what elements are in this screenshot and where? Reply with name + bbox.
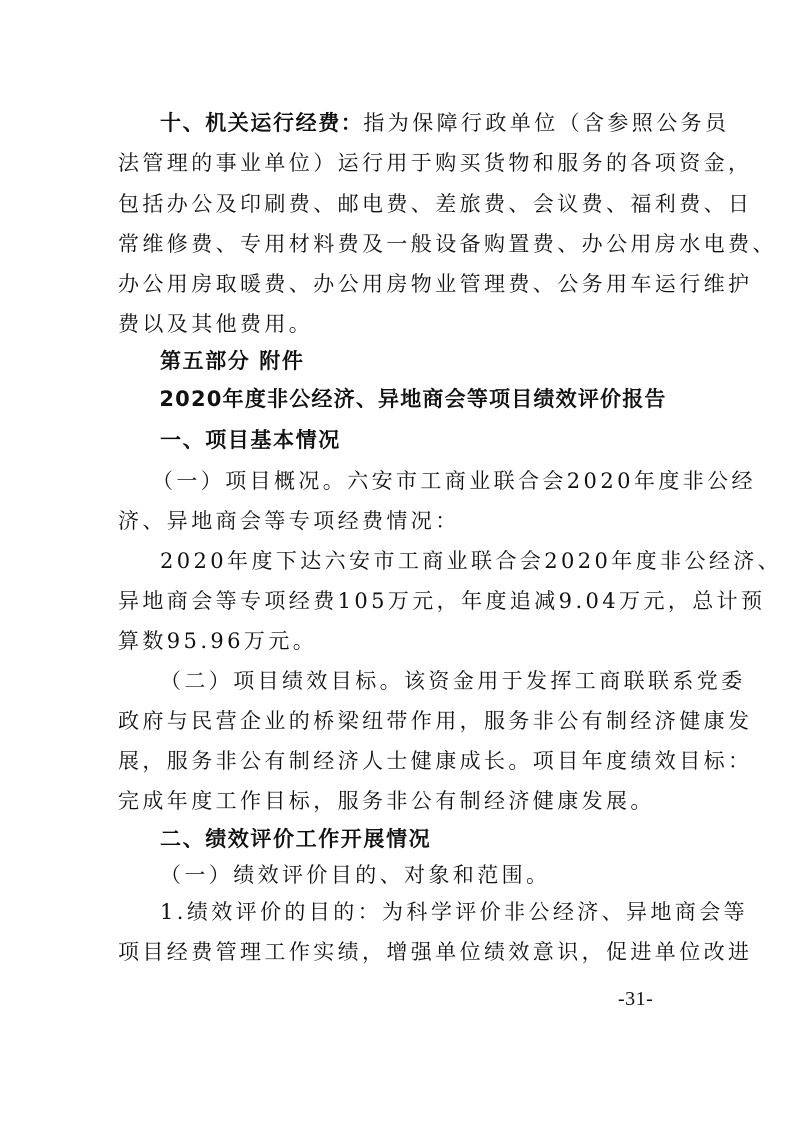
- goal-line-1: （二）项目绩效目标。该资金用于发挥工商联联系党委: [160, 669, 746, 693]
- overview-line-1: （一）项目概况。六安市工商业联合会2020年度非公经: [152, 469, 756, 493]
- section-ten-line-2: 法管理的事业单位）运行用于购买货物和服务的各项资金，: [118, 151, 753, 175]
- funding-line-2: 异地商会等专项经费105万元，年度追减9.04万元，总计预: [118, 589, 766, 613]
- section-ten-line-5: 办公用房取暖费、办公用房物业管理费、公务用车运行维护: [118, 272, 753, 296]
- purpose-line-2: 项目经费管理工作实绩，增强单位绩效意识，促进单位改进: [118, 940, 753, 964]
- purpose-line-1: 1.绩效评价的目的：为科学评价非公经济、异地商会等: [160, 900, 749, 924]
- section-one-heading: 一、项目基本情况: [160, 428, 341, 452]
- report-title: 2020年度非公经济、异地商会等项目绩效评价报告: [159, 387, 667, 411]
- goal-line-3: 展，服务非公有制经济人士健康成长。项目年度绩效目标：: [118, 749, 753, 773]
- section-two-subheading: （一）绩效评价目的、对象和范围。: [160, 863, 551, 887]
- section-two-heading: 二、绩效评价工作开展情况: [160, 827, 432, 851]
- funding-line-1: 2020年度下达六安市工商业联合会2020年度非公经济、: [160, 549, 783, 573]
- section-ten-line-3: 包括办公及印刷费、邮电费、差旅费、会议费、福利费、日: [118, 192, 753, 216]
- goal-line-2: 政府与民营企业的桥梁纽带作用，服务非公有制经济健康发: [118, 709, 753, 733]
- section-ten-text-1: 指为保障行政单位（含参照公务员: [363, 111, 730, 135]
- section-ten-line-1: [160, 105, 729, 141]
- goal-line-4: 完成年度工作目标，服务非公有制经济健康发展。: [118, 789, 655, 813]
- section-ten-label: 十、机关运行经费：: [160, 111, 364, 135]
- section-ten-line-6: 费以及其他费用。: [118, 312, 314, 336]
- part-five-heading: 第五部分 附件: [160, 349, 305, 373]
- overview-line-2: 济、异地商会等专项经费情况：: [118, 509, 460, 533]
- section-ten-line-4: 常维修费、专用材料费及一般设备购置费、办公用房水电费、: [118, 232, 777, 256]
- funding-line-3: 算数95.96万元。: [118, 629, 318, 653]
- page-number: -31-: [618, 988, 654, 1010]
